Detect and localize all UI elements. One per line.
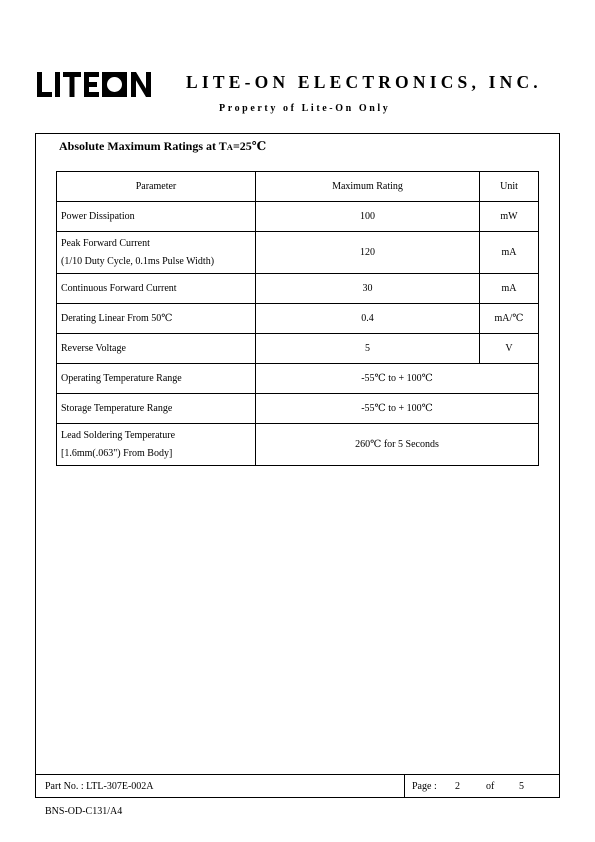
unit-cell: mA: [480, 232, 539, 274]
section-title: Absolute Maximum Ratings at TA=25℃: [59, 139, 267, 153]
header-unit: Unit: [480, 172, 539, 202]
document-code: BNS-OD-C131/A4: [45, 806, 123, 817]
parameter-line: Peak Forward Current: [61, 237, 150, 249]
table-row: [57, 232, 539, 274]
liteon-logo: [37, 72, 151, 97]
parameter-cell: Power Dissipation: [57, 202, 256, 232]
table-row: [57, 424, 539, 466]
parameter-cell: [57, 232, 256, 274]
parameter-cell: Reverse Voltage: [57, 334, 256, 364]
table-row: [57, 394, 539, 424]
table-row: [57, 274, 539, 304]
rating-cell: 100: [256, 202, 480, 232]
company-name: LITE-ON ELECTRONICS, INC.: [186, 72, 542, 92]
table-row: [57, 304, 539, 334]
parameter-note: (1/10 Duty Cycle, 0.1ms Pulse Width): [61, 255, 215, 267]
page-label: Page :: [412, 781, 437, 792]
rating-cell: 30: [256, 274, 480, 304]
property-note: Property of Lite-On Only: [219, 103, 391, 114]
unit-cell: mW: [480, 202, 539, 232]
header-parameter: Parameter: [57, 172, 256, 202]
footer-divider: [404, 775, 405, 798]
table-row: [57, 364, 539, 394]
rating-cell: -55℃ to + 100℃: [256, 394, 539, 424]
table-header-row: [57, 172, 539, 202]
unit-cell: mA: [480, 274, 539, 304]
footer-bar: [35, 774, 560, 798]
page-number: 2: [455, 781, 460, 792]
parameter-line: Lead Soldering Temperature: [61, 429, 176, 441]
rating-cell: 5: [256, 334, 480, 364]
table-row: [57, 334, 539, 364]
parameter-cell: [57, 424, 256, 466]
rating-cell: 260℃ for 5 Seconds: [256, 424, 539, 466]
table-row: [57, 202, 539, 232]
part-number: Part No. : LTL-307E-002A: [45, 781, 154, 792]
page-total: 5: [519, 781, 524, 792]
of-label: of: [486, 781, 495, 792]
parameter-note: [1.6mm(.063") From Body]: [61, 447, 173, 459]
unit-cell: mA/℃: [480, 304, 539, 334]
parameter-cell: Derating Linear From 50℃: [57, 304, 256, 334]
unit-cell: V: [480, 334, 539, 364]
rating-cell: 0.4: [256, 304, 480, 334]
rating-cell: -55℃ to + 100℃: [256, 364, 539, 394]
ratings-table: [56, 171, 539, 466]
header-rating: Maximum Rating: [256, 172, 480, 202]
parameter-cell: Storage Temperature Range: [57, 394, 256, 424]
rating-cell: 120: [256, 232, 480, 274]
parameter-cell: Continuous Forward Current: [57, 274, 256, 304]
parameter-cell: Operating Temperature Range: [57, 364, 256, 394]
